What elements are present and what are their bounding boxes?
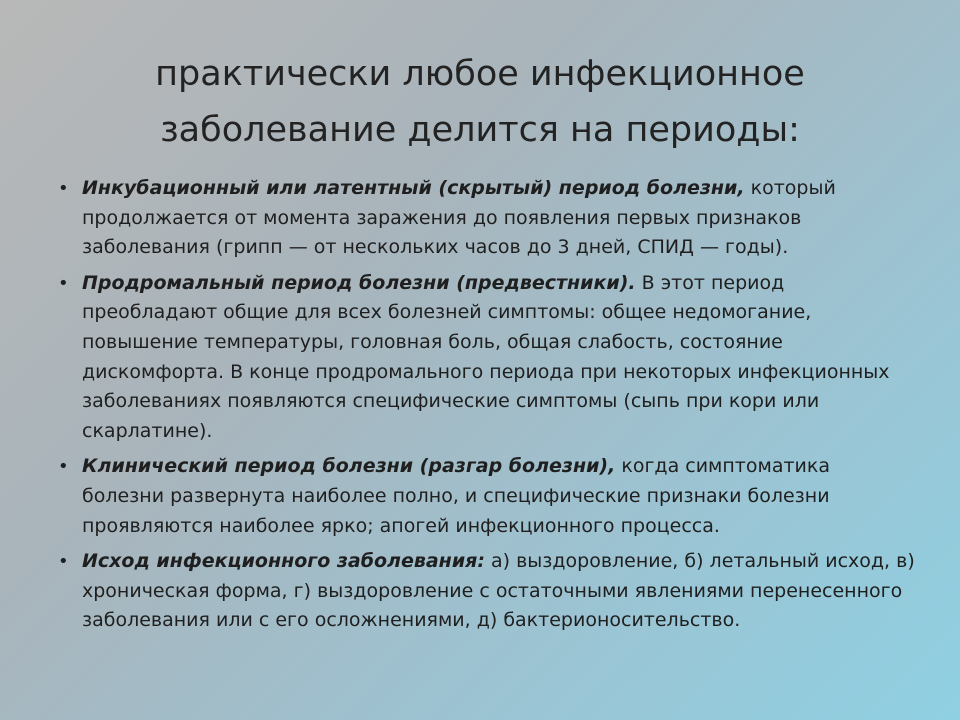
bullet-dot-icon: • xyxy=(58,272,69,294)
bullet-item-prodromal xyxy=(56,269,916,447)
bullet-list xyxy=(56,174,916,642)
bullet-item-clinical xyxy=(56,452,916,541)
slide-title xyxy=(60,46,900,158)
bullet-text: который продолжается от момента заражения до появления первых признаков заболевания (грипп — от нескольких часов до 3 дней, СПИД — годы). xyxy=(82,177,836,259)
bullet-item-outcome xyxy=(56,547,916,636)
bullet-text: В этот период преобладают общие для всех болезней симптомы: общее недомогание, повышение температуры, головная боль, общая слабость, состояние дискомфорта. В конце продромального периода при некоторых инфекционных заболеваниях появляются специфические симптомы (сыпь при кори или скарлатине). xyxy=(82,271,890,442)
bullet-text: а) выздоровление, б) летальный исход, в) хроническая форма, г) выздоровление с остаточными явлениями перенесенного заболевания или с его осложнениями, д) бактерионосительство. xyxy=(82,550,915,632)
bullet-emphasis: Клинический период болезни (разгар болезни), xyxy=(82,455,616,478)
bullet-text: когда симптоматика болезни развернута наиболее полно, и специфические признаки болезни проявляются наиболее ярко; апогей инфекционного процесса. xyxy=(82,455,831,537)
bullet-emphasis: Исход инфекционного заболевания: xyxy=(82,550,485,573)
bullet-dot-icon: • xyxy=(58,551,69,573)
title-line-1: практически любое инфекционное xyxy=(155,54,805,94)
bullet-item-incubation xyxy=(56,174,916,263)
bullet-emphasis: Продромальный период болезни (предвестники). xyxy=(82,271,636,294)
bullet-emphasis: Инкубационный или латентный (скрытый) период болезни, xyxy=(82,177,745,199)
title-line-2: заболевание делится на периоды: xyxy=(160,110,800,150)
bullet-dot-icon: • xyxy=(58,456,69,478)
bullet-dot-icon: • xyxy=(58,178,69,199)
